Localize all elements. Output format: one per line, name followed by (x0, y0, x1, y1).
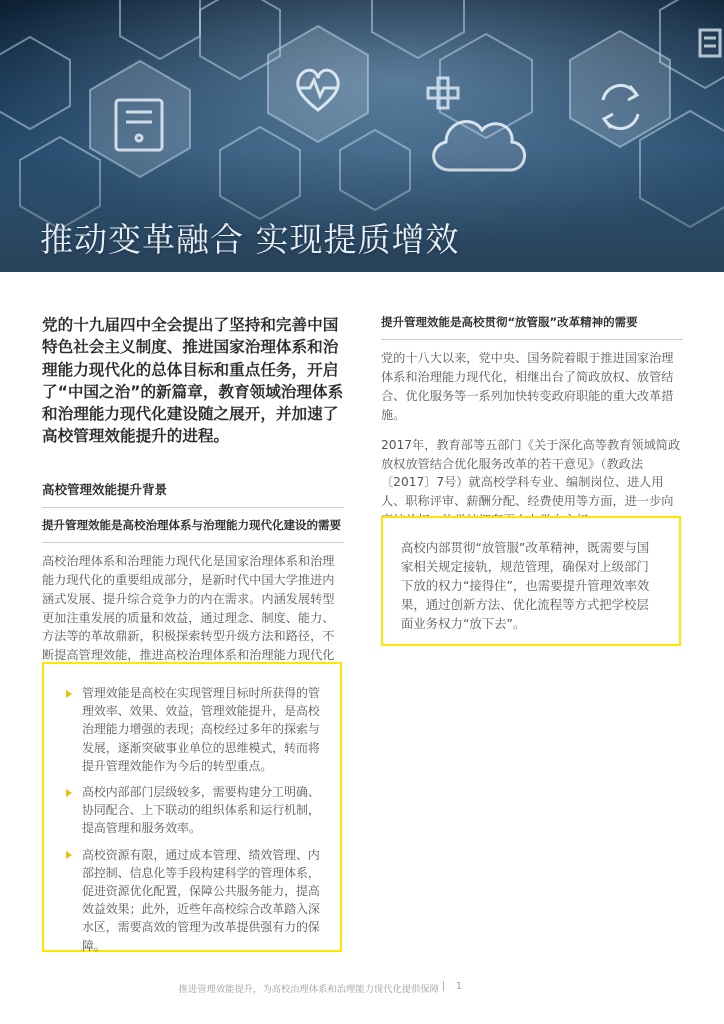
body-paragraph: 党的十八大以来，党中央、国务院着眼于推进国家治理体系和治理能力现代化，相继出台了简政放权、放管结合、优化服务等一系列加快转变政府职能的重大改革措施。 (381, 351, 674, 422)
highlight-box-right (381, 516, 681, 646)
page-number: 1 (456, 981, 462, 992)
body-paragraph: 高校治理体系和治理能力现代化是国家治理体系和治理能力现代化的重要组成部分，是新时代中国大学推进内涵式发展、提升综合竞争力的内在需求。内涵发展转型更加注重发展的质量和效益，通过理念、制度、能力、方法等的革故鼎新，积极探索转型升级方法和路径，不断提高管理效能，推进高校治理体系和治理能力现代化 (42, 553, 335, 663)
divider (381, 339, 683, 340)
section-heading: 高校管理效能提升背景 (42, 481, 168, 497)
highlight-box-left (42, 662, 342, 952)
right-column (381, 314, 683, 530)
footer-separator: | (442, 981, 446, 992)
footer-text: 推进管理效能提升，为高校治理体系和治理能力现代化提供保障 (178, 984, 439, 995)
list-item (66, 684, 326, 775)
lead-paragraph: 党的十九届四中全会提出了坚持和完善中国特色社会主义制度、推进国家治理体系和治理能力现代化的总体目标和重点任务，开启了“中国之治”的新篇章，教育领域治理体系和治理能力现代化建设随之展开，并加速了高校管理效能提升的进程。 (42, 316, 344, 446)
bullet-text: 管理效能是高校在实现管理目标时所获得的管理效率、效果、效益，管理效能提升，是高校治理能力增强的表现；高校经过多年的探索与发展，逐渐突破事业单位的思维模式，转而将提升管理效能作为今后的转型重点。 (82, 686, 320, 773)
triangle-bullet-icon (66, 690, 72, 698)
header-banner (0, 0, 724, 272)
triangle-bullet-icon (66, 851, 72, 859)
bullet-text: 高校资源有限，通过成本管理、绩效管理、内部控制、信息化等手段构建科学的管理体系，促进资源优化配置，保障公共服务能力，提高效益效果；此外，近些年高校综合改革踏入深水区，需要高效的管理为改革提供强有力的保障。 (82, 847, 320, 953)
quote-text: 高校内部贯彻“放管服”改革精神，既需要与国家相关规定接轨，规范管理，确保对上级部门下放的权力“接得住”，也需要提升管理效率效果，通过创新方法、优化流程等方式把学校层面业务权力“放下去”。 (401, 540, 650, 631)
divider (42, 542, 344, 543)
bullet-text: 高校内部部门层级较多，需要构建分工明确、协同配合、上下联动的组织体系和运行机制，提高管理和服务效率。 (82, 785, 320, 836)
divider (42, 507, 344, 508)
sub-heading: 提升管理效能是高校贯彻“放管服”改革精神的需要 (381, 315, 638, 329)
list-item (66, 846, 326, 955)
list-item (66, 783, 326, 838)
triangle-bullet-icon (66, 789, 72, 797)
left-column (42, 314, 344, 684)
page-footer (0, 981, 724, 995)
sub-heading: 提升管理效能是高校治理体系与治理能力现代化建设的需要 (42, 517, 341, 532)
page-title: 推动变革融合 实现提质增效 (40, 220, 460, 259)
body-paragraph: 2017年，教育部等五部门《关于深化高等教育领域简政放权放管结合优化服务改革的若干意见》（教政法〔2017〕7号）就高校学科专业、编制岗位、进人用人、职称评审、薪酬分配、经费使用等方面，进一步向 (381, 437, 681, 509)
